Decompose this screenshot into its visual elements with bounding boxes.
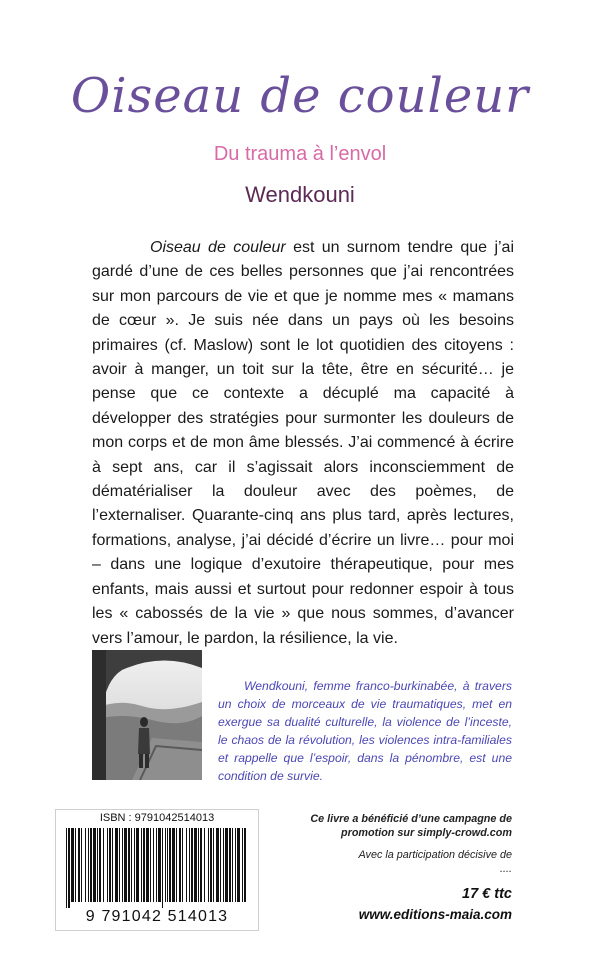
blurb-paragraph [92,236,514,651]
promotion-note: Ce livre a bénéficié d’une campagne de promotion sur simply-crowd.com [310,813,512,839]
publisher-website: www.editions-maia.com [358,907,512,922]
back-cover-blurb [92,236,514,651]
participation-text: Avec la participation décisive de [358,849,512,861]
blurb-lead-title: Oiseau de couleur [150,239,286,256]
blurb-text: est un surnom tendre que j’ai gardé d’une de ces belles personnes que j’ai rencontrées sur mon parcours de vie et que je nomme mes « mamans de cœur ». Je suis née dans un pays où les besoins primaires (cf. Maslow) sont le lot quotidien des citoyens : avoir à manger, un toit sur la tête, être en sécurité… je pense que ce contexte a décuplé ma capacité à développer des stratégies pour surmonter les douleurs de mon corps et de mon âme blessés. J’ai commencé à écrire à sept ans, car il s’agissait alors inconsciemment de dématérialiser la douleur avec des poèmes, de l’externaliser. Quarante-cinq ans plus tard, après lectures, formations, analyse, j’ai décidé d’écrire un livre… pour moi – dans une logique d’exutoire thérapeutique, pour mes enfants, mais aussi et surtout pour redonner espoir à tous les « cabossés de la vie » que nous sommes, d’avancer vers l’amour, le pardon, la résilience, la vie. [92,239,514,647]
author-name: Wendkouni [245,182,355,207]
isbn-label: ISBN : 9791042514013 [99,812,215,824]
book-subtitle: Du trauma à l’envol [213,143,387,165]
price: 17 € ttc [462,886,512,902]
author-photo [92,650,202,780]
book-title: Oiseau de couleur [70,68,530,124]
barcode-digits: 9 791042 514013 [85,908,229,925]
author-photo-image [92,650,202,780]
barcode-bars [64,828,250,908]
participation-dots: .... [500,863,512,875]
author-bio: Wendkouni, femme franco-burkinabée, à travers un choix de morceaux de vie traumatiques, met en exergue sa dualité culturelle, la violence de l’inceste, le chaos de la révolution, les violences intra-familiales et rappelle que l’espoir, dans la pénombre, est une condition de survie. [218,679,512,783]
isbn-barcode [55,809,259,931]
participation-note [280,848,512,876]
